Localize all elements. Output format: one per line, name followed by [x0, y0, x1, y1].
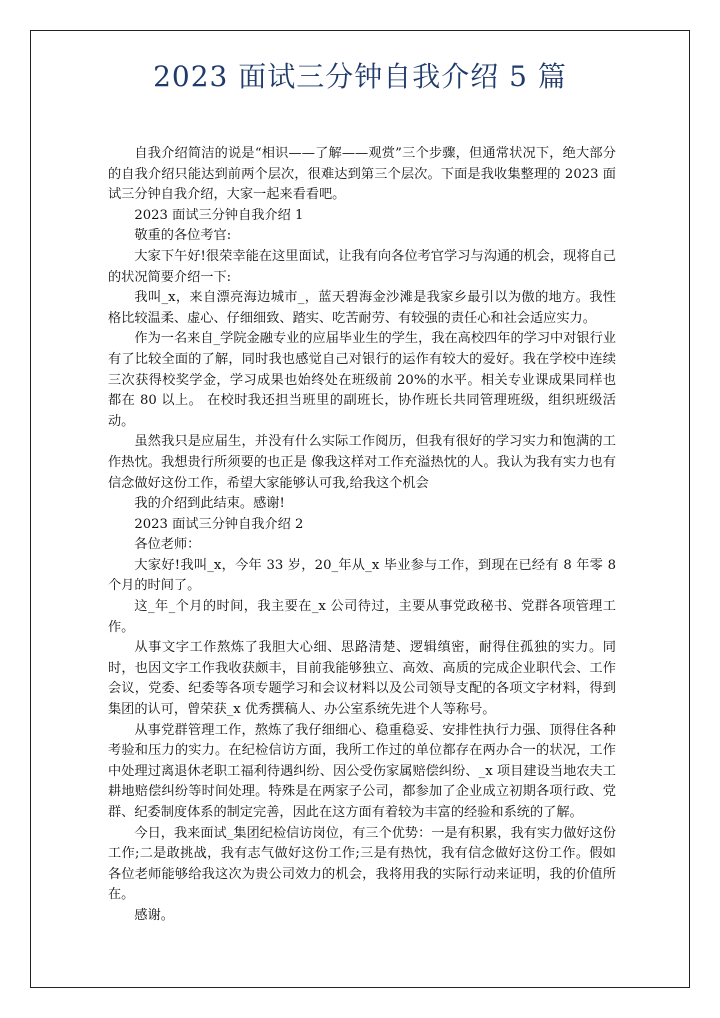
paragraph: 这_年_个月的时间，我主要在_x 公司待过，主要从事党政秘书、党群各项管理工作。	[108, 599, 616, 635]
salutation-2: 各位老师：	[134, 537, 201, 553]
paragraph: 从事党群管理工作，熬炼了我仔细细心、稳重稳妥、安排性执行力强、顶得住各种考验和压力的实力。在纪检信访方面，我所工作过的单位都存在两办合一的状况，工作中处理过离退休老职工福利待遇纠纷、因公受伤家属赔偿纠纷、_x 项目建设当地农夫工耕地赔偿纠纷等时间处理。特殊是在两家子公司，都参加了企业成立初期各项行政、党群、纪委制度体系的制定完善，因此在这方面有着较为丰富的经验和系统的了解。	[108, 722, 616, 820]
closing-1: 我的介绍到此结束。感谢!	[134, 496, 285, 512]
closing-2: 感谢。	[134, 907, 174, 923]
paragraph: 大家下午好!很荣幸能在这里面试，让我有向各位考官学习与沟通的机会，现将自己的状况简要介绍一下:	[108, 248, 616, 285]
paragraph: 从事文字工作熬炼了我胆大心细、思路清楚、逻辑缜密，耐得住孤独的实力。同时，也因文字工作我收获颇丰，目前我能够独立、高效、高质的完成企业职代会、工作会议，党委、纪委等各项专题学习和会议材料以及公司领导支配的各项文字材料，得到集团的认可，曾荣获_x 优秀撰稿人、办公室系统先进个人等称号。	[108, 640, 616, 718]
paragraph: 虽然我只是应届生，并没有什么实际工作阅历，但我有很好的学习实力和饱满的工作热忱。我想贵行所须要的也正是 像我这样对工作充溢热忱的人。我认为我有实力也有信念做好这份工作，希望大家能够认可我,给我这个机会	[108, 434, 616, 491]
paragraph-intro: 自我介绍简洁的说是“相识——了解——观赏”三个步骤，但通常状况下，绝大部分的自我介绍只能达到前两个层次，很难达到第三个层次。下面是我收集整理的 2023 面试三分钟自我介绍，大家一起来看看吧。	[108, 146, 616, 203]
salutation-1: 敬重的各位考官:	[134, 228, 232, 244]
section-heading-2: 2023 面试三分钟自我介绍 2	[134, 516, 304, 532]
document-body	[108, 144, 616, 927]
paragraph: 大家好!我叫_x，今年 33 岁，20_年从_x 毕业参与工作，到现在已经有 8 年零 8 个月的时间了。	[108, 557, 616, 594]
paragraph: 我叫_x，来自漂亮海边城市_，蓝天碧海金沙滩是我家乡最引以为傲的地方。我性格比较温柔、虚心、仔细细致、踏实、吃苦耐劳、有较强的责任心和社会适应实力。	[108, 290, 616, 326]
paragraph: 作为一名来自_学院金融专业的应届毕业生的学生，我在高校四年的学习中对银行业有了比较全面的了解，同时我也感觉自己对银行的运作有较大的爱好。我在学校中连续三次获得校奖学金，学习成果也始终处在班级前 20%的水平。相关专业课成果同样也都在 80 以上。 在校时我还担当班里的副班长，协作班长共同管理班级，组织班级活动。	[108, 331, 616, 429]
section-heading-1: 2023 面试三分钟自我介绍 1	[134, 207, 304, 223]
document-title: 2023 面试三分钟自我介绍 5 篇	[153, 60, 567, 93]
paragraph: 今日，我来面试_集团纪检信访岗位，有三个优势：一是有积累，我有实力做好这份工作;二是敢挑战，我有志气做好这份工作;三是有热忱，我有信念做好这份工作。假如各位老师能够给我这次为贵公司效力的机会，我将用我的实际行动来证明，我的价值所在。	[108, 825, 616, 903]
